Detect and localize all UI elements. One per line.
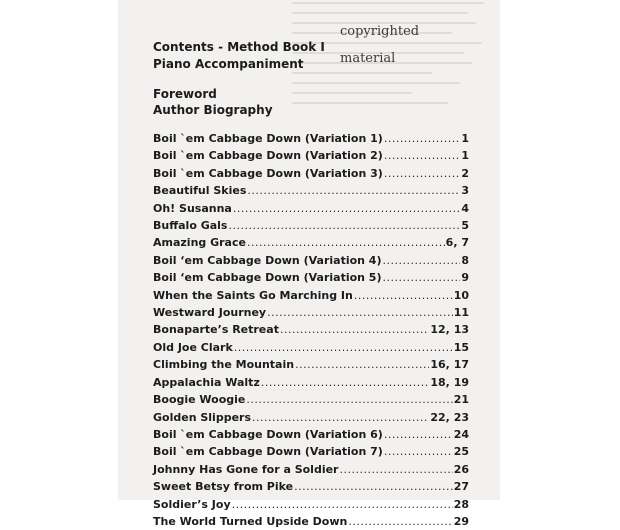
dot-leader [384, 443, 453, 460]
toc-entry [153, 356, 469, 373]
toc-entry [153, 165, 469, 182]
toc-entry-title: Soldier’s Joy [153, 497, 231, 511]
toc-entry-page: 22, 23 [430, 410, 469, 424]
toc-entry-page: 1 [461, 132, 469, 145]
toc-entry-title: Old Joe Clark [153, 340, 233, 354]
toc-entry-page: 16, 17 [430, 358, 469, 372]
toc-entry-page: 4 [461, 201, 469, 215]
toc-entry [153, 339, 469, 356]
dot-leader [233, 200, 461, 217]
dot-leader [280, 321, 429, 338]
page-title: Contents - Method Book I [153, 40, 325, 54]
toc-entry [153, 426, 469, 443]
toc-entry [153, 252, 469, 269]
toc-entry-title: Boil `em Cabbage Down (Variation 3) [153, 166, 383, 180]
dot-leader [246, 391, 452, 408]
toc-entry [153, 304, 469, 321]
dot-leader [384, 147, 461, 164]
toc-entry-page: 9 [461, 271, 469, 285]
toc-entry [153, 374, 469, 391]
toc-entry-page: 29 [453, 514, 469, 528]
toc-entry-page: 27 [453, 480, 469, 494]
toc-entry-page: 28 [453, 497, 469, 511]
toc-entry-page: 5 [461, 219, 469, 233]
toc-entry [153, 409, 469, 426]
dot-leader [383, 269, 461, 286]
toc-entry [153, 391, 469, 408]
toc-entry [153, 496, 469, 513]
toc-entry [153, 513, 469, 530]
toc-entry-title: Bonaparte’s Retreat [153, 323, 279, 337]
toc-entry [153, 287, 469, 304]
dot-leader [261, 374, 430, 391]
toc-entry [153, 200, 469, 217]
toc-entry-page: 15 [453, 340, 469, 354]
dot-leader [383, 252, 461, 269]
toc-entry-title: Boil `em Cabbage Down (Variation 6) [153, 427, 383, 441]
toc-entry [153, 182, 469, 199]
watermark-line-1: copyrighted [340, 24, 420, 39]
toc-entry-page: 3 [461, 184, 469, 198]
toc-entry-page: 6, 7 [445, 236, 469, 250]
contents-list [153, 130, 469, 530]
dot-leader [228, 217, 460, 234]
toc-entry-title: Boil ‘em Cabbage Down (Variation 4) [153, 253, 382, 267]
toc-entry [153, 130, 469, 147]
toc-entry-page: 24 [453, 427, 469, 441]
dot-leader [234, 339, 453, 356]
toc-entry-page: 21 [453, 393, 469, 407]
toc-entry [153, 234, 469, 251]
toc-entry-page: 25 [453, 445, 469, 459]
dot-leader [340, 461, 453, 478]
dot-leader [384, 130, 461, 147]
toc-entry [153, 269, 469, 286]
dot-leader [232, 496, 453, 513]
toc-entry-page: 26 [453, 462, 469, 476]
toc-entry-page: 18, 19 [430, 375, 469, 389]
dot-leader [354, 287, 453, 304]
toc-entry-page: 1 [461, 149, 469, 163]
toc-entry-title: Buffalo Gals [153, 219, 228, 233]
toc-entry [153, 147, 469, 164]
toc-entry-title: Boil `em Cabbage Down (Variation 1) [153, 132, 383, 145]
toc-entry-title: Sweet Betsy from Pike [153, 480, 294, 494]
toc-entry-title: Boil `em Cabbage Down (Variation 2) [153, 149, 383, 163]
dot-leader [348, 513, 452, 530]
toc-entry-title: Beautiful Skies [153, 184, 247, 198]
watermark-line-2: material [340, 51, 396, 66]
toc-entry-title: Climbing the Mountain [153, 358, 295, 372]
toc-entry-page: 10 [453, 288, 469, 302]
toc-entry-title: When the Saints Go Marching In [153, 288, 353, 302]
toc-entry-page: 2 [461, 166, 469, 180]
toc-entry-page: 8 [461, 253, 469, 267]
dot-leader [384, 165, 461, 182]
toc-entry-title: Boil `em Cabbage Down (Variation 7) [153, 445, 383, 459]
toc-entry-page: 11 [453, 306, 469, 320]
dot-leader [295, 356, 429, 373]
dot-leader [247, 182, 460, 199]
toc-entry-title: Johnny Has Gone for a Soldier [153, 462, 339, 476]
toc-entry-title: Golden Slippers [153, 410, 251, 424]
dot-leader [294, 478, 453, 495]
page-subtitle: Piano Accompaniment [153, 57, 304, 71]
toc-entry-title: Oh! Susanna [153, 201, 232, 215]
toc-entry-title: Amazing Grace [153, 236, 246, 250]
dot-leader [252, 409, 429, 426]
dot-leader [267, 304, 453, 321]
toc-entry-title: The World Turned Upside Down [153, 514, 348, 528]
toc-entry [153, 443, 469, 460]
toc-entry-page: 12, 13 [430, 323, 469, 337]
toc-entry [153, 461, 469, 478]
dot-leader [384, 426, 453, 443]
toc-entry-title: Boogie Woogie [153, 393, 246, 407]
toc-entry [153, 217, 469, 234]
front-matter-author-biography: Author Biography [153, 103, 273, 117]
dot-leader [247, 234, 445, 251]
toc-entry-title: Boil ‘em Cabbage Down (Variation 5) [153, 271, 382, 285]
toc-entry-title: Westward Journey [153, 306, 267, 320]
toc-entry-title: Appalachia Waltz [153, 375, 260, 389]
toc-entry [153, 321, 469, 338]
toc-entry [153, 478, 469, 495]
front-matter-foreword: Foreword [153, 87, 217, 101]
